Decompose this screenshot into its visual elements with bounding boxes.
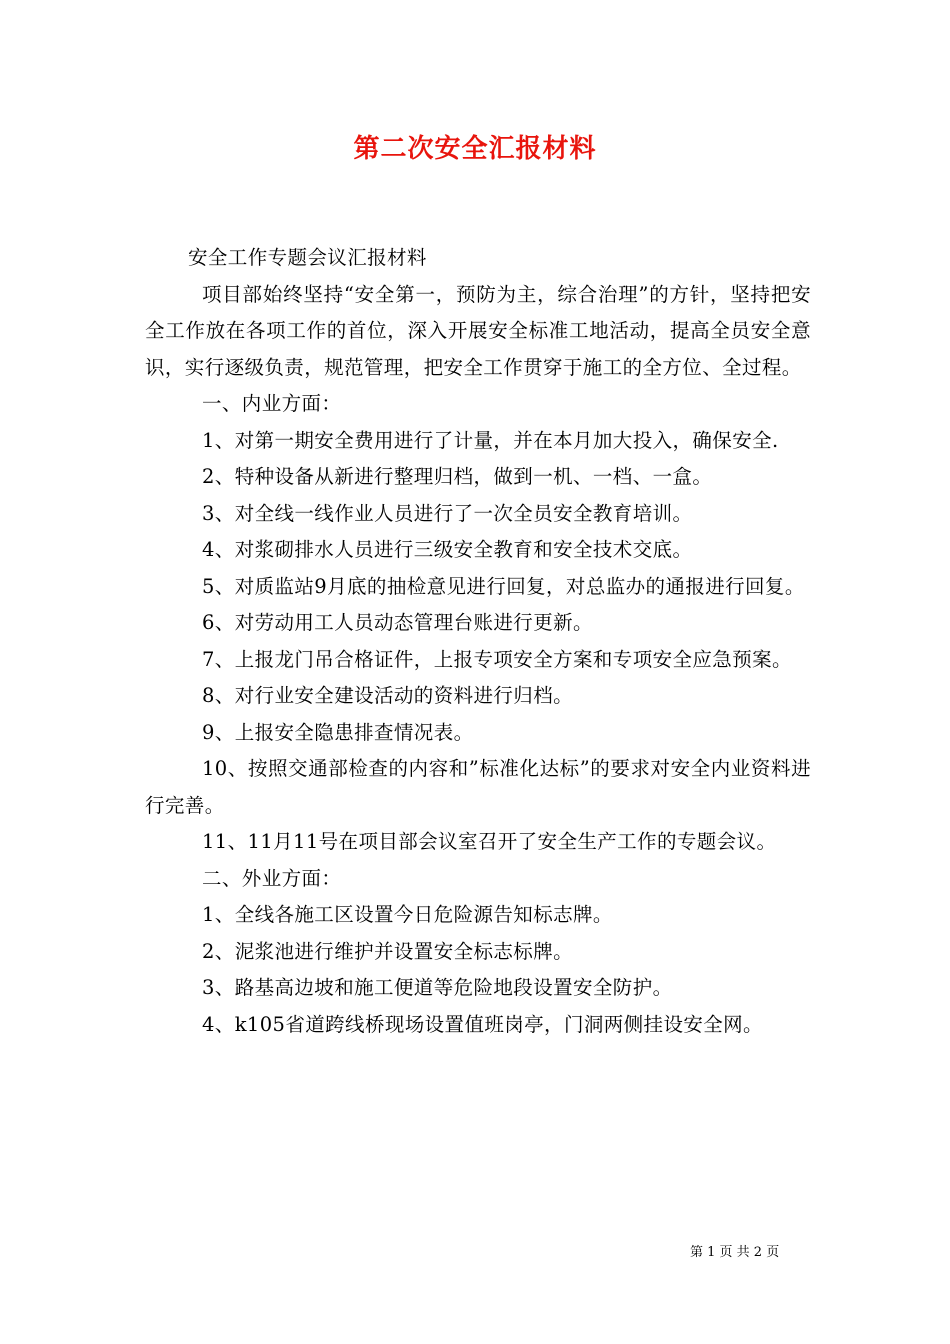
- list-item: 10、按照交通部检查的内容和”标准化达标”的要求对安全内业资料进行完善。: [145, 757, 811, 817]
- list-item: 11、11月11号在项目部会议室召开了安全生产工作的专题会议。: [202, 830, 777, 853]
- list-item: 4、对浆砌排水人员进行三级安全教育和安全技术交底。: [202, 538, 693, 561]
- page-number: 第 1 页 共 2 页: [690, 1245, 780, 1260]
- document-subtitle: 安全工作专题会议汇报材料: [188, 246, 427, 269]
- section-heading-external: 二、外业方面：: [202, 866, 342, 890]
- list-item: 7、上报龙门吊合格证件，上报专项安全方案和专项安全应急预案。: [202, 647, 792, 671]
- list-item: 8、对行业安全建设活动的资料进行归档。: [202, 684, 574, 707]
- document-title: 第二次安全汇报材料: [353, 134, 597, 164]
- list-item: 2、特种设备从新进行整理归档，做到一机、一档、一盒。: [202, 465, 713, 488]
- list-item: 6、对劳动用工人员动态管理台账进行更新。: [202, 611, 593, 634]
- list-item: 1、对第一期安全费用进行了计量，并在本月加大投入，确保安全.: [202, 428, 779, 452]
- list-item: 1、全线各施工区设置今日危险源告知标志牌。: [202, 903, 613, 926]
- list-item: 3、对全线一线作业人员进行了一次全员安全教育培训。: [202, 501, 693, 525]
- list-item: 3、路基高边坡和施工便道等危险地段设置安全防护。: [202, 976, 673, 999]
- section-heading-internal: 一、内业方面：: [202, 392, 342, 415]
- intro-paragraph: 项目部始终坚持“安全第一，预防为主，综合治理”的方针，坚持把安全工作放在各项工作的首位，深入开展安全标准工地活动，提高全员安全意识，实行逐级负责，规范管理，把安全工作贯穿于施工的全方位、全过程。: [145, 282, 811, 379]
- list-item: 2、泥浆池进行维护并设置安全标志标牌。: [202, 939, 574, 963]
- list-item: 5、对质监站9月底的抽检意见进行回复，对总监办的通报进行回复。: [202, 574, 805, 598]
- document-body: [145, 240, 811, 1043]
- list-item: 4、k105省道跨线桥现场设置值班岗亭，门洞两侧挂设安全网。: [202, 1012, 763, 1036]
- list-item: 9、上报安全隐患排查情况表。: [202, 720, 474, 744]
